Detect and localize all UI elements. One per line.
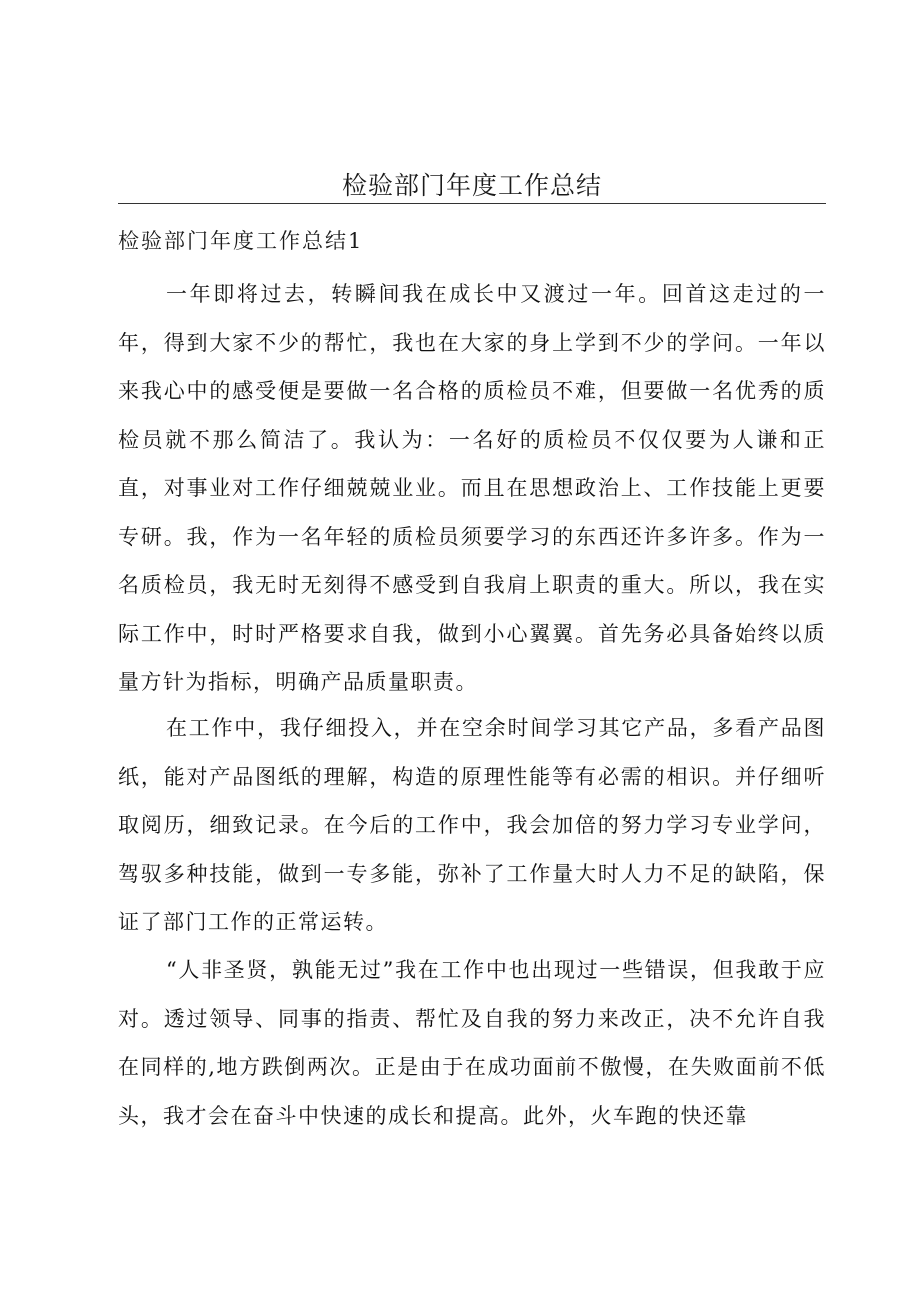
document-title: 检验部门年度工作总结 [341, 171, 602, 200]
title-divider [118, 203, 826, 204]
paragraph-1: 一年即将过去，转瞬间我在成长中又渡过一年。回首这走过的一年，得到大家不少的帮忙，我也在大家的身上学到不少的学问。一年以来我心中的感受便是要做一名合格的质检员不难，但要做一名优秀的质检员就不那么简洁了。我认为：一名好的质检员不仅仅要为人谦和正直，对事业对工作仔细兢兢业业。而且在思想政治上、工作技能上更要专研。我，作为一名年轻的质检员须要学习的东西还许多许多。作为一名质检员，我无时无刻得不感受到自我肩上职责的重大。所以，我在实际工作中，时时严格要求自我，做到小心翼翼。首先务必具备始终以质量方针为指标，明确产品质量职责。 [118, 282, 826, 694]
section-heading: 检验部门年度工作总结1 [118, 229, 364, 253]
paragraph-2: 在工作中，我仔细投入，并在空余时间学习其它产品，多看产品图纸，能对产品图纸的理解，构造的原理性能等有必需的相识。并仔细听取阅历，细致记录。在今后的工作中，我会加倍的努力学习专业学问，驾驭多种技能，做到一专多能，弥补了工作量大时人力不足的缺陷，保证了部门工作的正常运转。 [118, 716, 826, 934]
paragraph-3: “人非圣贤，孰能无过”我在工作中也出现过一些错误，但我敢于应对。透过领导、同事的指责、帮忙及自我的努力来改正，决不允许自我在同样的,地方跌倒两次。正是由于在成功面前不傲慢，在失败面前不低头，我才会在奋斗中快速的成长和提高。此外，火车跑的快还靠 [118, 958, 826, 1128]
